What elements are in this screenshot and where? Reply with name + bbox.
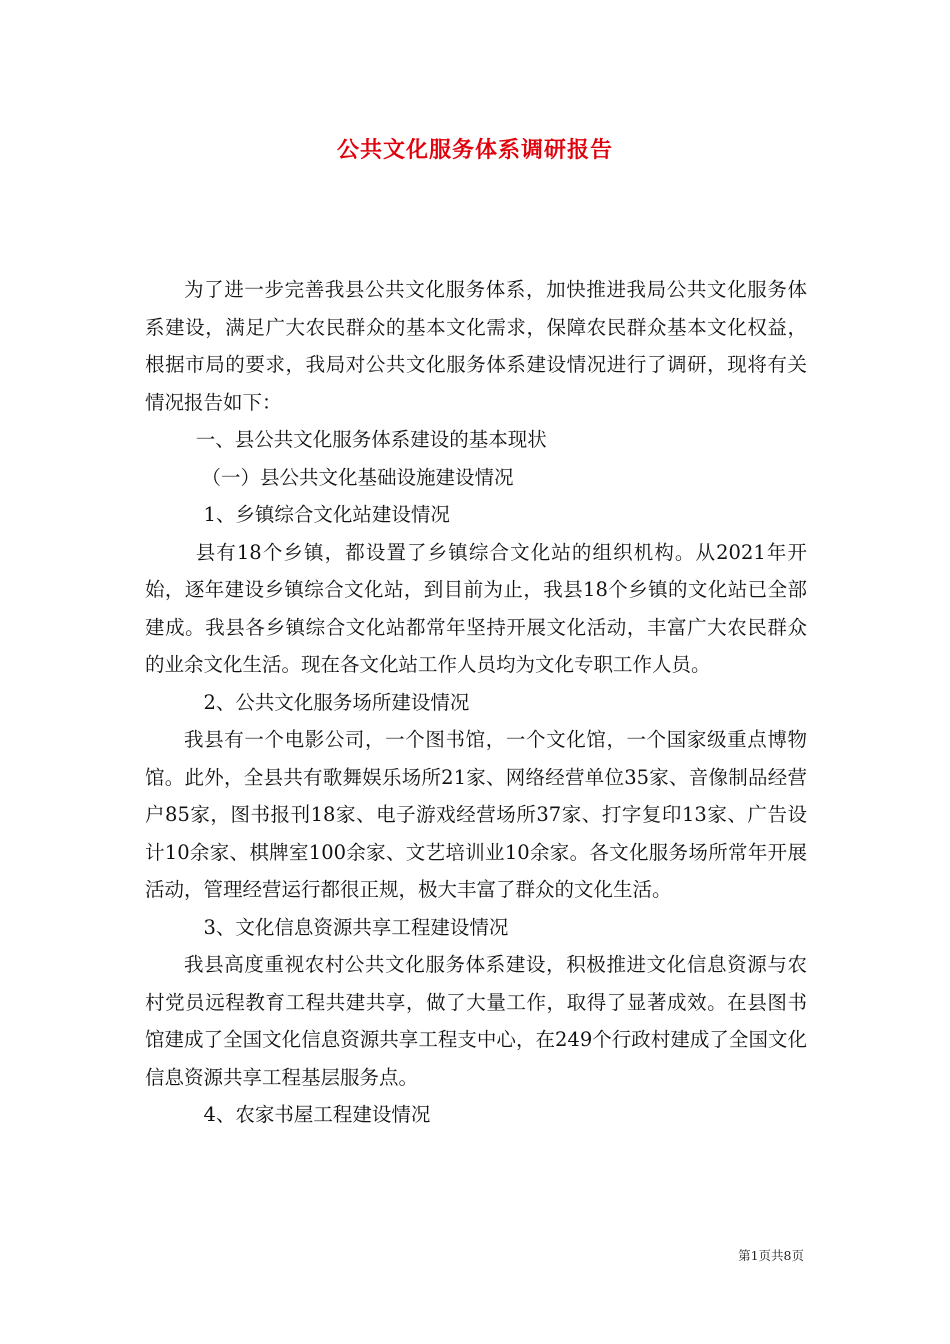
item-heading: 4、农家书屋工程建设情况 [203, 1103, 431, 1126]
document-body [145, 271, 807, 1134]
intro-paragraph: 为了进一步完善我县公共文化服务体系，加快推进我局公共文化服务体系建设，满足广大农民群众的基本文化需求，保障农民群众基本文化权益，根据市局的要求，我局对公共文化服务体系建设情况进行了调研，现将有关情况报告如下： [145, 278, 807, 414]
document-title: 公共文化服务体系调研报告 [336, 137, 613, 163]
subsection-heading: （一）县公共文化基础设施建设情况 [201, 465, 514, 489]
item-heading: 3、文化信息资源共享工程建设情况 [203, 915, 509, 939]
page-number: 第1页共8页 [738, 1248, 804, 1263]
body-paragraph: 我县有一个电影公司，一个图书馆，一个文化馆，一个国家级重点博物馆。此外，全县共有歌舞娱乐场所21家、网络经营单位35家、音像制品经营户85家，图书报刊18家、电子游戏经营场所37家、打字复印13家、广告设计10余家、棋牌室100余家、文艺培训业10余家。各文化服务场所常年开展活动，管理经营运行都很正规，极大丰富了群众的文化生活。 [145, 728, 807, 901]
body-paragraph: 我县高度重视农村公共文化服务体系建设，积极推进文化信息资源与农村党员远程教育工程共建共享，做了大量工作，取得了显著成效。在县图书馆建成了全国文化信息资源共享工程支中心，在249个行政村建成了全国文化信息资源共享工程基层服务点。 [145, 953, 807, 1089]
item-heading: 1、乡镇综合文化站建设情况 [203, 503, 450, 526]
section-heading: 一、县公共文化服务体系建设的基本现状 [195, 428, 547, 451]
item-heading: 2、公共文化服务场所建设情况 [203, 690, 470, 714]
body-paragraph: 县有18个乡镇，都设置了乡镇综合文化站的组织机构。从2021年开始，逐年建设乡镇综合文化站，到目前为止，我县18个乡镇的文化站已全部建成。我县各乡镇综合文化站都常年坚持开展文化活动，丰富广大农民群众的业余文化生活。现在各文化站工作人员均为文化专职工作人员。 [145, 540, 807, 676]
